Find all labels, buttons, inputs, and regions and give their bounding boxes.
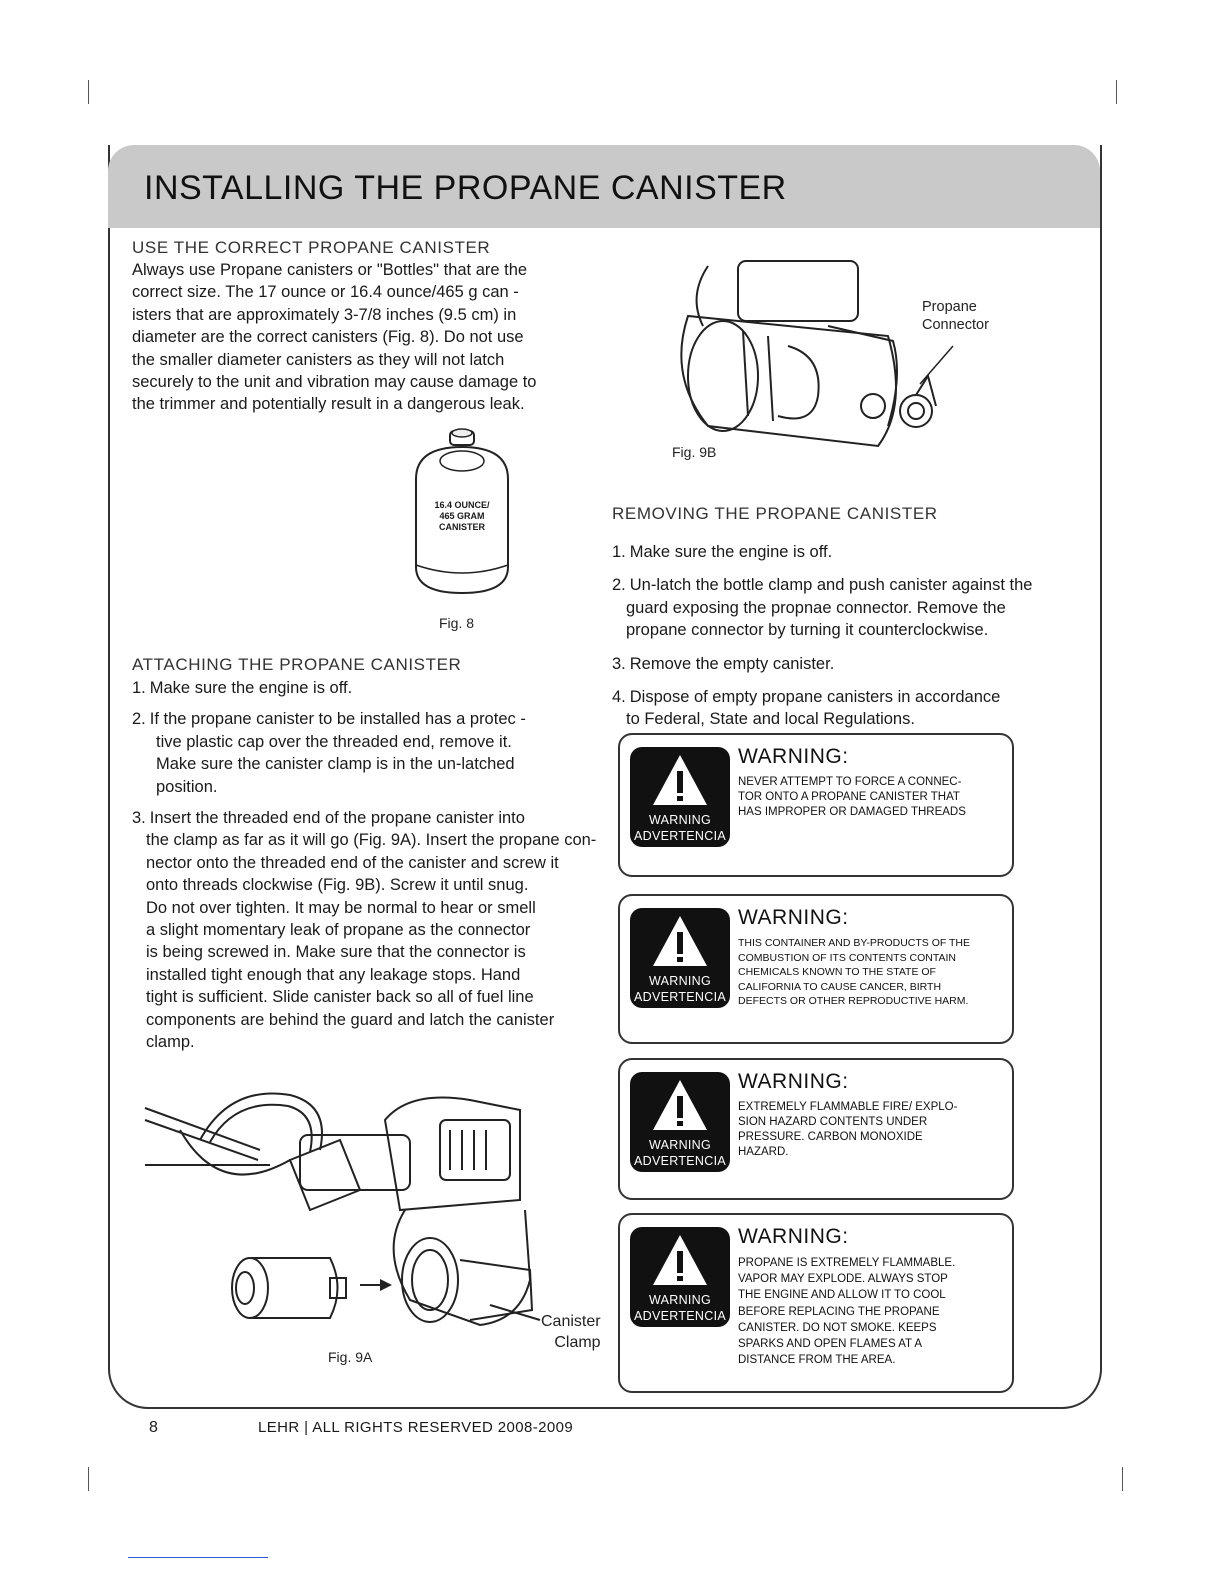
removing-steps [612, 541, 1072, 740]
warning-triangle-icon: WARNING ADVERTENCIA [630, 908, 730, 1008]
list-item: 3. Remove the empty canister. [612, 654, 835, 673]
section-heading-attaching: ATTACHING THE PROPANE CANISTER [132, 655, 462, 674]
list-item: 4. Dispose of empty propane canisters in accordance to Federal, State and local Regulations. [612, 688, 1001, 729]
warning-box: WARNING ADVERTENCIA WARNING: EXTREMELY FLAMMABLE FIRE/ EXPLO- SION HAZARD CONTENTS UNDER PRESSURE. CARBON MONOXIDE HAZARD. [618, 1058, 1014, 1200]
list-item: 1. Make sure the engine is off. [612, 543, 833, 561]
propane-connector-callout: Propane Connector [922, 299, 989, 333]
warning-triangle-icon: WARNING ADVERTENCIA [630, 1227, 730, 1327]
attaching-steps [132, 677, 612, 1063]
crop-mark [1116, 80, 1117, 104]
list-item: 2. Un-latch the bottle clamp and push canister against the guard exposing the propnae connector. Remove the propane connector by turning it counterclockwise. [612, 576, 1033, 640]
trimmer-engine-illustration [140, 1080, 600, 1355]
crop-mark [88, 1467, 89, 1491]
page-title: INSTALLING THE PROPANE CANISTER [144, 169, 787, 207]
canister-clamp-callout: Canister Clamp [541, 1313, 601, 1351]
footer-copyright: LEHR | ALL RIGHTS RESERVED 2008-2009 [258, 1419, 574, 1436]
section-heading-removing: REMOVING THE PROPANE CANISTER [612, 504, 938, 523]
crop-mark [88, 80, 89, 104]
fig9a-label: Fig. 9A [328, 1349, 373, 1365]
title-banner [108, 145, 1100, 228]
fig8-label: Fig. 8 [439, 615, 475, 631]
correct-paragraph: Always use Propane canisters or "Bottles" that are the correct size. The 17 ounce or 16.4 ounce/465 g can - isters that are approximately 3-7/8 inches (9.5 cm) in diameter are the correct canisters (Fig. 8). Do not use the smaller diameter canisters as they will not latch securely to the unit and vibration may cause damage to the trimmer and potentially result in a dangerous leak. [132, 261, 537, 414]
propane-connector-illustration [648, 256, 958, 456]
page-number: 8 [149, 1419, 158, 1436]
fig9b-label: Fig. 9B [672, 444, 717, 460]
list-item: 1. Make sure the engine is off. [132, 679, 353, 697]
warning-box: WARNING ADVERTENCIA WARNING: NEVER ATTEMPT TO FORCE A CONNEC- TOR ONTO A PROPANE CANISTER THAT HAS IMPROPER OR DAMAGED THREADS [618, 733, 1014, 877]
warning-box: WARNING ADVERTENCIA WARNING: THIS CONTAINER AND BY-PRODUCTS OF THE COMBUSTION OF ITS CONTENTS CONTAIN CHEMICALS KNOWN TO THE STATE OF CALIFORNIA TO CAUSE CANCER, BIRTH DEFECTS OR OTHER REPRODUCTIVE HARM. [618, 894, 1014, 1044]
section-heading-correct: USE THE CORRECT PROPANE CANISTER [132, 238, 491, 257]
list-item: 3. Insert the threaded end of the propane canister into the clamp as far as it will go (Fig. 9A). Insert the propane con- nector onto the threaded end of the canister and screw it onto threads clockwise (Fig. 9B). Screw it until snug. Do not over tighten. It may be normal to hear or smell a slight momentary leak of propane as the connector is being screwed in. Make sure that the connector is installed tight enough that any leakage stops. Hand tight is sufficient. Slide canister back so all of fuel line components are behind the guard and latch the canister clamp. [132, 809, 597, 1052]
warning-triangle-icon: WARNING ADVERTENCIA [630, 1072, 730, 1172]
canister-label: 16.4 OUNCE/ 465 GRAM CANISTER [434, 500, 490, 532]
warning-box: WARNING ADVERTENCIA WARNING: PROPANE IS EXTREMELY FLAMMABLE. VAPOR MAY EXPLODE. ALWAYS STOP THE ENGINE AND ALLOW IT TO COOL BEFORE REPLACING THE PROPANE CANISTER. DO NOT SMOKE. KEEPS SPARKS AND OPEN FLAMES AT A DISTANCE FROM THE AREA. [618, 1213, 1014, 1393]
list-item: 2. If the propane canister to be installed has a protec - tive plastic cap over the threaded end, remove it. Make sure the canister clamp is in the un-latched position. [132, 710, 526, 796]
crop-mark [1122, 1467, 1123, 1491]
footer-rule [128, 1557, 268, 1558]
warning-triangle-icon: WARNING ADVERTENCIA [630, 747, 730, 847]
